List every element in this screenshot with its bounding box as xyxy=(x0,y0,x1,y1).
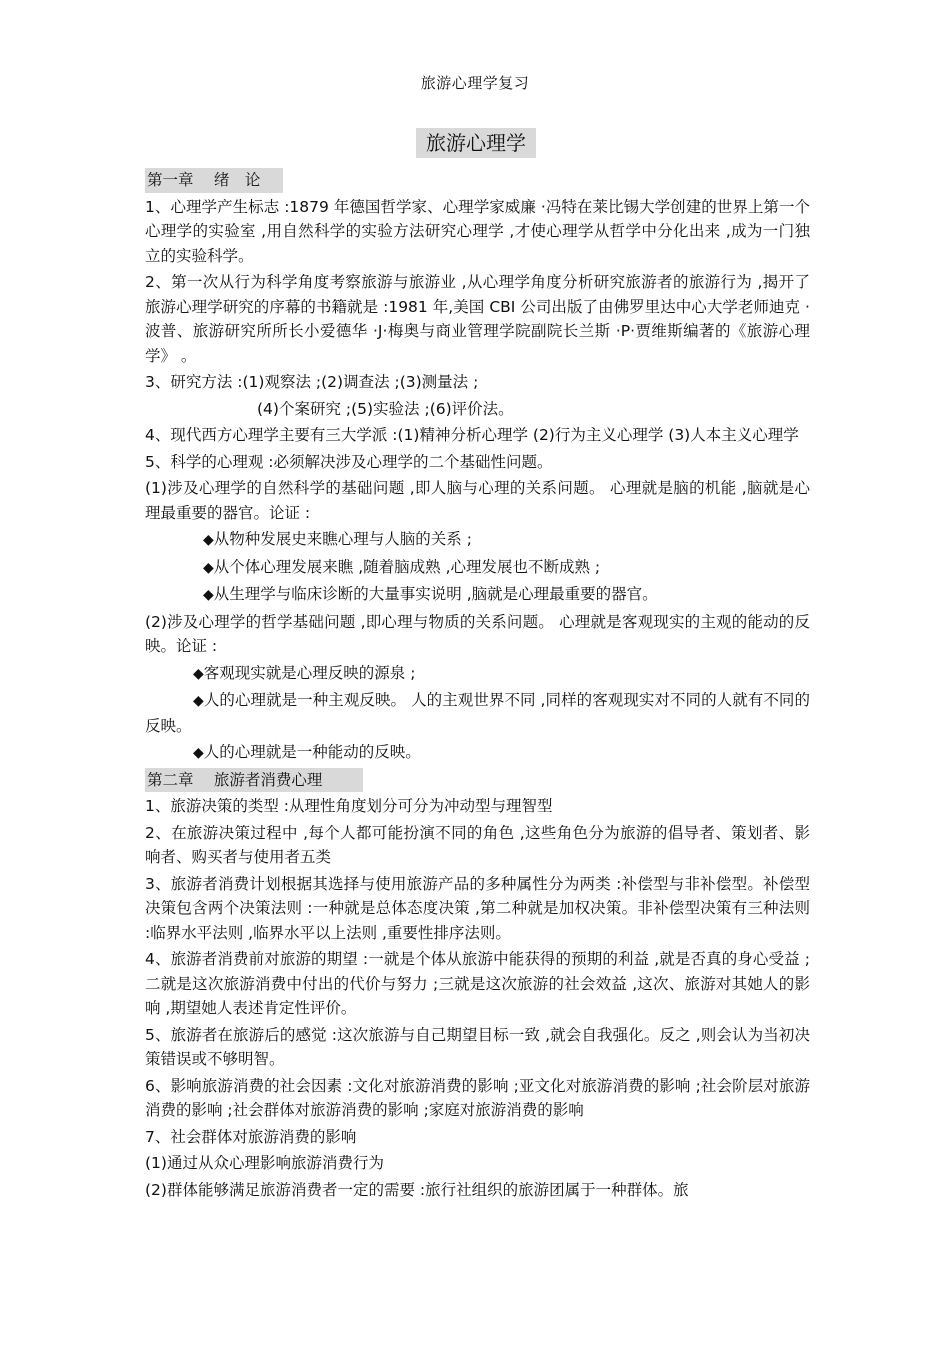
bullet-text: 人的心理就是一种主观反映。 人的主观世界不同 ,同样的客观现实对不同的人就有不同的反映。 xyxy=(145,691,810,735)
diamond-bullet-icon: ◆ xyxy=(203,532,214,548)
running-header: 旅游心理学复习 xyxy=(420,74,530,92)
chapter-2-heading: 第二章 旅游者消费心理 xyxy=(145,768,363,793)
ch1-item-5-2: (2)涉及心理学的哲学基础问题 ,即心理与物质的关系问题。 心理就是客观现实的主观的能动的反映。论证 : xyxy=(145,612,810,655)
bullet-item xyxy=(145,555,810,581)
ch2-item-6: 6、影响旅游消费的社会因素 :文化对旅游消费的影响 ;亚文化对旅游消费的影响 ;社会阶层对旅游消费的影响 ;社会群体对旅游消费的影响 ;家庭对旅游消费的影响 xyxy=(145,1076,810,1119)
ch2-item-3: 3、旅游者消费计划根据其选择与使用旅游产品的多种属性分为两类 :补偿型与非补偿型。补偿型决策包含两个决策法则 :一种就是总体态度决策 ,第二种就是加权决策。非补偿型决策有三种法则 :临界水平法则 ,临界水平以上法则 ,重要性排序法则。 xyxy=(145,874,810,942)
ch2-item-7-2: (2)群体能够满足旅游消费者一定的需要 :旅行社组织的旅游团属于一种群体。旅 xyxy=(145,1180,689,1199)
bullet-text: 客观现实就是心理反映的源泉 ; xyxy=(203,663,416,682)
ch1-item-3-cont: (4)个案研究 ;(5)实验法 ;(6)评价法。 xyxy=(257,399,514,418)
diamond-bullet-icon: ◆ xyxy=(203,559,214,576)
ch1-item-5: 5、科学的心理观 :必须解决涉及心理学的二个基础性问题。 xyxy=(145,452,553,471)
ch1-item-1: 1、心理学产生标志 :1879 年德国哲学家、心理学家威廉 ·冯特在莱比锡大学创建的世界上第一个心理学的实验室 ,用自然科学的实验方法研究心理学 ,才使心理学从哲学中分化出来 ,成为一门独立的实验科学。 xyxy=(145,197,810,265)
ch1-item-2: 2、第一次从行为科学角度考察旅游与旅游业 ,从心理学角度分析研究旅游者的旅游行为 ,揭开了旅游心理学研究的序幕的书籍就是 :1981 年,美国 CBI 公司出版了由佛罗里达中心大学老师迪克 ·波普、旅游研究所所长小爱德华 ·J·梅奥与商业管理学院副院长兰斯 ·P·贾维斯编著的《旅游心理学》 。 xyxy=(145,273,810,365)
ch1-item-3: 3、研究方法 :(1)观察法 ;(2)调查法 ;(3)测量法 ; xyxy=(145,373,479,391)
ch1-item-4: 4、现代西方心理学主要有三大学派 :(1)精神分析心理学 (2)行为主义心理学 (3)人本主义心理学 xyxy=(145,426,799,444)
ch2-item-7: 7、社会群体对旅游消费的影响 xyxy=(145,1127,357,1146)
chapter-1-heading: 第一章 绪 论 xyxy=(145,168,283,193)
ch2-item-1: 1、旅游决策的类型 :从理性角度划分可分为冲动型与理智型 xyxy=(145,797,553,815)
ch2-item-5: 5、旅游者在旅游后的感觉 :这次旅游与自己期望目标一致 ,就会自我强化。反之 ,则会认为当初决策错误或不够明智。 xyxy=(145,1025,810,1068)
diamond-bullet-icon: ◆ xyxy=(193,665,204,682)
bullet-text: 人的心理就是一种能动的反映。 xyxy=(203,743,421,761)
diamond-bullet-icon: ◆ xyxy=(193,745,204,761)
page-title: 旅游心理学 xyxy=(416,128,536,158)
bullet-item xyxy=(145,582,810,608)
diamond-bullet-icon: ◆ xyxy=(203,587,214,603)
bullet-text: 从物种发展史来瞧心理与人脑的关系 ; xyxy=(213,530,472,548)
document-body xyxy=(145,168,810,1204)
bullet-item xyxy=(145,688,810,738)
diamond-bullet-icon: ◆ xyxy=(193,693,204,709)
bullet-text: 从个体心理发展来瞧 ,随着脑成熟 ,心理发展也不断成熟 ; xyxy=(213,557,601,576)
bullet-text: 从生理学与临床诊断的大量事实说明 ,脑就是心理最重要的器官。 xyxy=(213,585,658,603)
ch1-item-5-1: (1)涉及心理学的自然科学的基础问题 ,即人脑与心理的关系问题。 心理就是脑的机能 ,脑就是心理最重要的器官。论证 : xyxy=(145,479,810,522)
bullet-item xyxy=(145,527,810,553)
ch2-item-4: 4、旅游者消费前对旅游的期望 :一就是个体从旅游中能获得的预期的利益 ,就是否真的身心受益 ;二就是这次旅游消费中付出的代价与努力 ;三就是这次旅游的社会效益 ,这次、旅游对其她人的影响 ,期望她人表述肯定性评价。 xyxy=(145,950,810,1017)
ch2-item-2: 2、在旅游决策过程中 ,每个人都可能扮演不同的角色 ,这些角色分为旅游的倡导者、策划者、影响者、购买者与使用者五类 xyxy=(145,823,810,866)
ch2-item-7-1: (1)通过从众心理影响旅游消费行为 xyxy=(145,1154,384,1172)
bullet-item xyxy=(145,661,810,687)
bullet-item xyxy=(145,740,810,766)
